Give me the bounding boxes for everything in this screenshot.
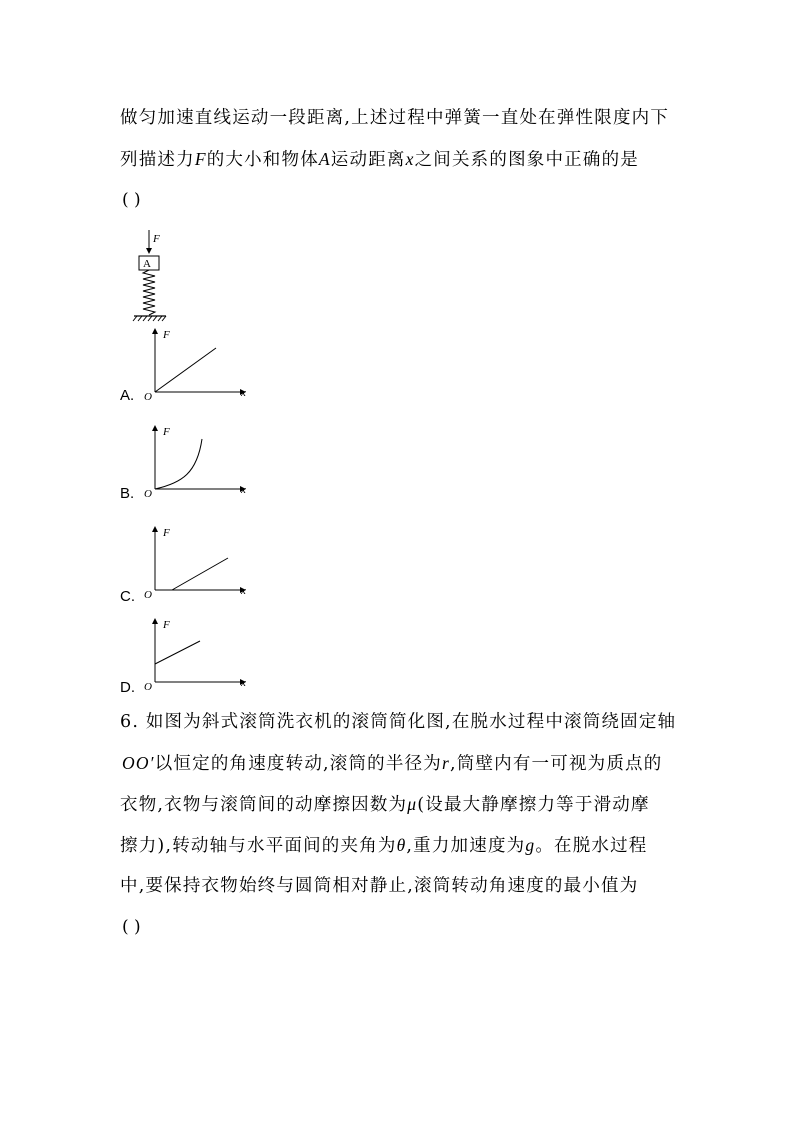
q5-text-line-2 [120, 147, 639, 172]
radius-symbol: r [441, 753, 450, 773]
origin-label: O [144, 391, 152, 402]
option-d-label[interactable]: D. [120, 679, 135, 696]
q6-text-segment: ,重力加速度为 [406, 836, 526, 856]
option-b-graph [142, 423, 252, 499]
spring-figure [128, 228, 172, 324]
q6-text-line-2 [122, 751, 662, 776]
origin-label: O [144, 589, 152, 600]
option-a-label[interactable]: A. [120, 387, 135, 404]
q6-text-segment: (设最大静摩擦力等于滑动摩 [417, 795, 650, 815]
q5-text-line-1: 做匀加速直线运动一段距离,上述过程中弹簧一直处在弹性限度内下 [120, 108, 670, 128]
q6-answer-paren: ( ) [122, 917, 141, 937]
option-b-label[interactable]: B. [120, 485, 135, 502]
q6-text-segment: 以恒定的角速度转动,滚筒的半径为 [154, 754, 442, 774]
q5-answer-paren: ( ) [122, 190, 141, 210]
q6-text-segment: 衣物,衣物与滚筒间的动摩擦因数为 [120, 795, 408, 815]
angle-symbol: θ [396, 835, 407, 855]
y-axis-label: F [163, 619, 170, 631]
q6-text-line-4 [120, 833, 648, 858]
x-axis-label: x [241, 677, 246, 689]
distance-symbol: x [405, 149, 415, 169]
q6-text-line-3 [120, 792, 650, 817]
q5-text-segment: 运动距离 [330, 150, 406, 170]
option-c-graph [142, 524, 252, 600]
friction-coefficient-symbol: μ [407, 794, 418, 814]
gravity-symbol: g [525, 835, 536, 855]
x-axis-label: x [241, 387, 246, 399]
y-axis-label: F [163, 329, 170, 341]
x-axis-label: x [241, 585, 246, 597]
q6-text-segment: 。在脱水过程 [535, 836, 648, 856]
option-d-graph [142, 616, 252, 692]
origin-label: O [144, 488, 152, 499]
x-axis-label: x [241, 484, 246, 496]
force-label: F [153, 233, 160, 245]
axis-symbol: OO′ [122, 753, 155, 773]
q5-text-segment: 列描述力 [120, 150, 195, 170]
y-axis-label: F [163, 426, 170, 438]
object-symbol: A [318, 149, 331, 169]
origin-label: O [144, 681, 152, 692]
q6-text-segment: ,筒壁内有一可视为质点的 [450, 754, 663, 774]
option-c-label[interactable]: C. [120, 588, 135, 605]
q5-text-segment: 的大小和物体 [206, 150, 319, 170]
option-a-graph [142, 326, 252, 402]
q6-text-line-5: 中,要保持衣物始终与圆筒相对静止,滚筒转动角速度的最小值为 [120, 876, 639, 896]
q5-text-segment: 之间关系的图象中正确的是 [414, 150, 639, 170]
block-label: A [143, 258, 151, 270]
q6-text-line-1: 6. 如图为斜式滚筒洗衣机的滚筒简化图,在脱水过程中滚筒绕固定轴 [120, 712, 677, 732]
y-axis-label: F [163, 527, 170, 539]
q6-text-segment: 擦力),转动轴与水平面间的夹角为 [120, 836, 397, 856]
force-symbol: F [194, 149, 207, 169]
